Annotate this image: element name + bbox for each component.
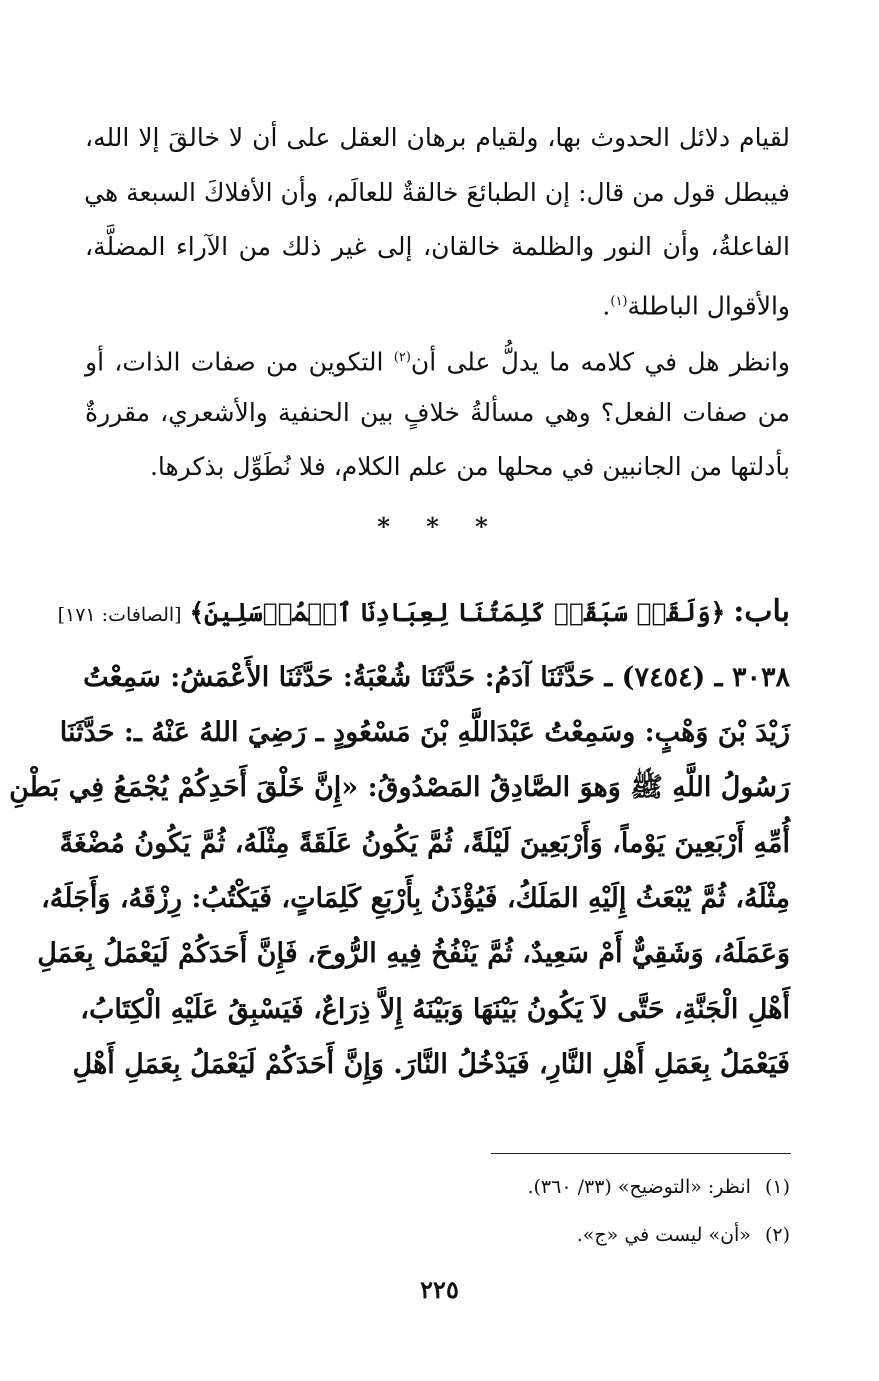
chapter-verse: ﴿وَلَقَدۡ سَبَقَتۡ كَلِمَتُنَا لِعِبَادِنَا ٱلۡمُرۡسَلِينَ﴾ [189, 598, 726, 627]
para2-line-3: بأدلتها من الجانبين في محلها من علم الكلام، فلا نُطَوِّل بذكرها. [149, 452, 790, 481]
chapter-bab-label: باب: [733, 594, 790, 629]
page-number: ٢٢٥ [420, 1275, 459, 1304]
intro-line-1: لقيام دلائل الحدوث بها، ولقيام برهان العقل على أن لا خالقَ إلا الله، [85, 123, 790, 152]
hadith-line-3: رَسُولُ اللَّهِ ﷺ وَهوَ الصَّادِقُ المَصْدُوقُ: «إِنَّ خَلْقَ أَحَدِكُمْ يُجْمَعُ فِي بَطْنِ [9, 772, 790, 803]
intro-line-4-end: . [602, 291, 611, 321]
footnote-1-number: (١) [764, 1176, 790, 1198]
footnote-divider [491, 1153, 791, 1154]
footnote-2 [85, 1220, 790, 1250]
footnote-ref-1: (١) [610, 294, 628, 309]
para2-line-1-end: التكوين من صفات الذات، أو [85, 347, 394, 377]
para2-line-1 [85, 338, 790, 378]
intro-line-4-text: والأقوال الباطلة [627, 291, 790, 321]
para2-line-2: من صفات الفعل؟ وهي مسألةُ خلافٍ بين الحنفية والأشعري، مقررةٌ [85, 398, 790, 427]
hadith-line-1: ٣٠٣٨ ـ (٧٤٥٤) ـ حَدَّثَنَا آدَمُ: حَدَّثَنَا شُعْبَةُ: حَدَّثَنَا الأَعْمَشُ: سَمِعْتُ [83, 662, 790, 693]
intro-line-2: فيبطل قول من قال: إن الطبائعَ خالقةٌ للعالَم، وأن الأفلاكَ السبعة هي [84, 178, 790, 207]
footnote-2-text: «أن» ليست في «ج». [576, 1224, 751, 1246]
chapter-verse-ref: [الصافات: ١٧١] [57, 604, 182, 626]
hadith-line-7: أَهْلِ الْجَنَّةِ، حَتَّى لاَ يَكُونُ بَيْنَهَا وَبَيْنَهُ إِلاَّ ذِرَاعٌ، فَيَسْبِقُ عَلَيْهِ الْكِتَابُ، [80, 994, 790, 1025]
hadith-line-4: أُمِّهِ أَرْبَعِينَ يَوْماً، وَأَرْبَعِينَ لَيْلَةً، ثُمَّ يَكُونُ عَلَقَةً مِثْلَهُ، ثُمَّ يَكُونُ مُضْغَةً [59, 828, 790, 859]
section-separator: * * * [377, 512, 502, 541]
chapter-heading [57, 592, 790, 635]
hadith-line-8: فَيَعْمَلُ بِعَمَلِ أَهْلِ النَّارِ، فَيَدْخُلُ النَّارَ. وَإِنَّ أَحَدَكُمْ لَيَعْمَلُ بِعَمَلِ أَهْلِ [72, 1049, 790, 1080]
para2-line-1-start: وانظر هل في كلامه ما يدلُّ على أن [410, 347, 790, 377]
footnote-2-number: (٢) [764, 1224, 790, 1246]
intro-line-4 [85, 282, 790, 322]
footnote-ref-2: (٢) [393, 350, 411, 365]
footnote-1-text: انظر: «التوضيح» (٣٣/ ٣٦٠). [527, 1176, 751, 1198]
hadith-line-6: وَعَمَلَهُ، وَشَقِيٌّ أَمْ سَعِيدٌ، ثُمَّ يَنْفُخُ فِيهِ الرُّوحَ، فَإِنَّ أَحَدَكُمْ لَيَعْمَلُ بِعَمَلِ [37, 938, 790, 969]
intro-line-3: الفاعلةُ، وأن النور والظلمة خالقان، إلى غير ذلك من الآراء المضلَّة، [85, 232, 790, 261]
footnote-1 [85, 1172, 790, 1202]
hadith-line-2: زَيْدَ بْنَ وَهْبٍ: وسَمِعْتُ عَبْدَاللَّهِ بْنَ مَسْعُودٍ ـ رَضِيَ اللهُ عَنْهُ ـ: حَدَّثَنَا [59, 717, 790, 748]
hadith-line-5: مِثْلَهُ، ثُمَّ يُبْعَثُ إِلَيْهِ المَلَكُ، فَيُؤْذَنُ بِأَرْبَعِ كَلِمَاتٍ، فَيَكْتُبُ: رِزْقَهُ، وَأَجَلَهُ، [41, 883, 790, 914]
